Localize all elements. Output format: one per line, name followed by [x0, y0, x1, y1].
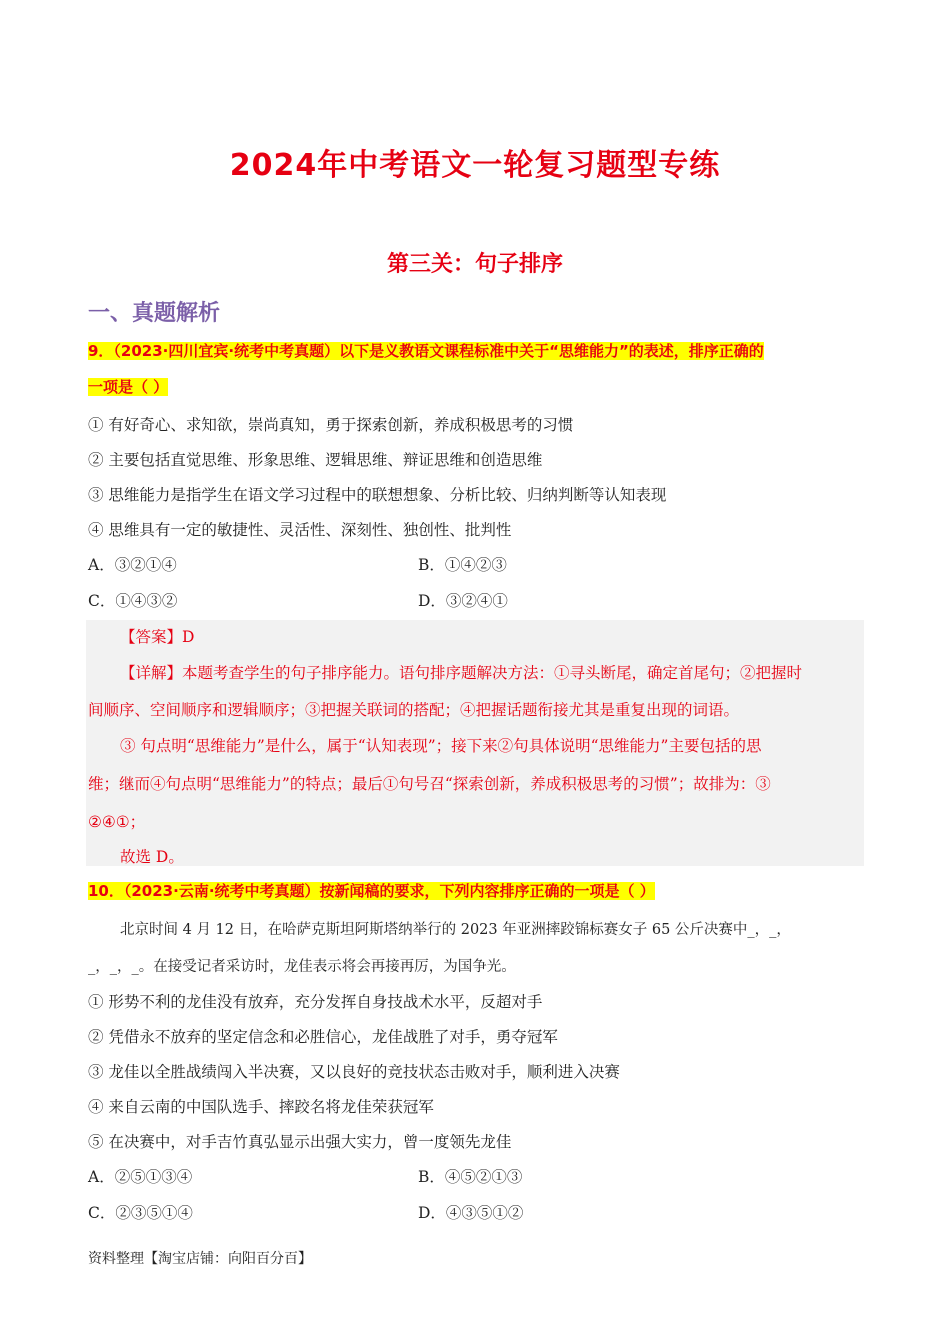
- q9-explain-4: 维；继而④句点明“思维能力”的特点；最后①句号召“探索创新，养成积极思考的习惯”；故排为：③: [88, 775, 771, 793]
- q10-passage-2: _，_，_。在接受记者采访时，龙佳表示将会再接再厉，为国争光。: [88, 959, 516, 975]
- q10-item-5: ⑤ 在决赛中，对手吉竹真弘显示出强大实力，曾一度领先龙佳: [88, 1133, 512, 1151]
- q10-stem: [88, 880, 655, 901]
- q10-item-1: ① 形势不利的龙佳没有放弃，充分发挥自身技战术水平，反超对手: [88, 993, 543, 1011]
- q9-explain-3: ③ 句点明“思维能力”是什么，属于“认知表现”；接下来②句具体说明“思维能力”主要包括的思: [120, 737, 762, 755]
- page-footer: 资料整理【淘宝店铺：向阳百分百】: [88, 1251, 312, 1267]
- q10-passage-1: 北京时间 4 月 12 日，在哈萨克斯坦阿斯塔纳举行的 2023 年亚洲摔跤锦标赛女子 65 公斤决赛中_，_，: [120, 922, 791, 938]
- page-subtitle: 第三关：句子排序: [386, 252, 563, 277]
- q9-item-3: ③ 思维能力是指学生在语文学习过程中的联想想象、分析比较、归纳判断等认知表现: [88, 486, 667, 504]
- q9-option-d: D．③②④①: [418, 592, 508, 610]
- q10-item-4: ④ 来自云南的中国队选手、摔跤名将龙佳荣获冠军: [88, 1098, 434, 1116]
- q10-option-d: D．④③⑤①②: [418, 1204, 524, 1222]
- section-heading: 一、真题解析: [88, 301, 221, 326]
- q10-option-a: A．②⑤①③④: [88, 1168, 193, 1186]
- q10-option-c: C．②③⑤①④: [88, 1204, 193, 1222]
- q9-explain-1: 【详解】本题考查学生的句子排序能力。语句排序题解决方法：①寻头断尾，确定首尾句；②把握时: [120, 664, 803, 682]
- q9-stem: [88, 340, 764, 361]
- q9-answer: 【答案】D: [120, 628, 195, 646]
- q9-stem-cont: [88, 376, 168, 397]
- q9-option-a: A．③②①④: [88, 556, 177, 574]
- q9-option-c: C．①④③②: [88, 592, 178, 610]
- q10-option-b: B．④⑤②①③: [418, 1168, 523, 1186]
- q10-item-2: ② 凭借永不放弃的坚定信念和必胜信心，龙佳战胜了对手，勇夺冠军: [88, 1028, 558, 1046]
- q9-explain-2: 间顺序、空间顺序和逻辑顺序；③把握关联词的搭配；④把握话题衔接尤其是重复出现的词语。: [88, 701, 740, 719]
- q10-item-3: ③ 龙佳以全胜战绩闯入半决赛，又以良好的竞技状态击败对手，顺利进入决赛: [88, 1063, 620, 1081]
- q9-explain-5: ②④①；: [88, 813, 146, 831]
- q9-item-1: ① 有好奇心、求知欲，崇尚真知，勇于探索创新，养成积极思考的习惯: [88, 416, 574, 434]
- q9-stem-line1: 9．（2023·四川宜宾·统考中考真题）以下是义教语文课程标准中关于“思维能力”的表述，排序正确的: [88, 342, 764, 360]
- page-title: 2024年中考语文一轮复习题型专练: [229, 148, 721, 183]
- q9-explain-6: 故选 D。: [120, 848, 184, 866]
- q9-item-4: ④ 思维具有一定的敏捷性、灵活性、深刻性、独创性、批判性: [88, 521, 512, 539]
- q9-stem-line2: 一项是（ ）: [88, 378, 169, 396]
- q9-option-b: B．①④②③: [418, 556, 507, 574]
- q9-item-2: ② 主要包括直觉思维、形象思维、逻辑思维、辩证思维和创造思维: [88, 451, 543, 469]
- q10-stem-text: 10．（2023·云南·统考中考真题）按新闻稿的要求，下列内容排序正确的一项是（ ）: [88, 882, 655, 900]
